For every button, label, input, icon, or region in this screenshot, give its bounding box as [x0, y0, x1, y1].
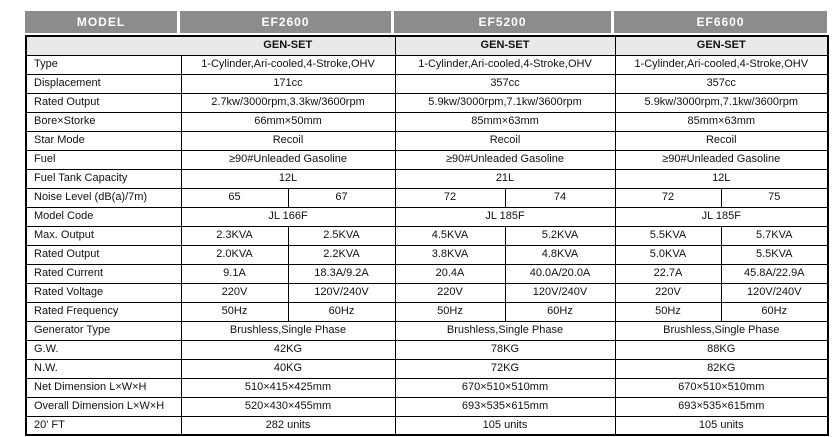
spec-value: 50Hz [615, 302, 721, 321]
spec-value: 105 units [615, 416, 828, 435]
model-header-ef2600: EF2600 [180, 11, 394, 33]
table-row [26, 359, 828, 378]
spec-value: 60Hz [505, 302, 615, 321]
row-label: Net Dimension L×W×H [26, 378, 181, 397]
spec-value: JL 185F [615, 207, 828, 226]
spec-value: 2.7kw/3000rpm,3.3kw/3600rpm [181, 93, 395, 112]
spec-value: 42KG [181, 340, 395, 359]
spec-value: 120V/240V [721, 283, 828, 302]
table-row [26, 397, 828, 416]
table-row [26, 150, 828, 169]
spec-value: 2.3KVA [181, 226, 288, 245]
row-label: Rated Output [26, 93, 181, 112]
spec-value: 50Hz [395, 302, 505, 321]
row-label: G.W. [26, 340, 181, 359]
spec-value: 9.1A [181, 264, 288, 283]
genset-header-ef2600: GEN-SET [181, 36, 395, 55]
spec-value: 120V/240V [288, 283, 395, 302]
spec-value: 357cc [615, 74, 828, 93]
row-label: Noise Level (dB(a)/7m) [26, 188, 181, 207]
spec-value: 105 units [395, 416, 615, 435]
row-label: Rated Output [26, 245, 181, 264]
spec-value: 5.9kw/3000rpm,7.1kw/3600rpm [395, 93, 615, 112]
spec-value: 510×415×425mm [181, 378, 395, 397]
spec-value: 21L [395, 169, 615, 188]
spec-value: 2.5KVA [288, 226, 395, 245]
spec-value: 670×510×510mm [615, 378, 828, 397]
spec-value: 85mm×63mm [395, 112, 615, 131]
spec-value: 45.8A/22.9A [721, 264, 828, 283]
spec-value: 82KG [615, 359, 828, 378]
table-row [26, 226, 828, 245]
spec-value: 1-Cylinder,Ari-cooled,4-Stroke,OHV [615, 55, 828, 74]
spec-value: 5.5KVA [615, 226, 721, 245]
spec-value: ≥90#Unleaded Gasoline [615, 150, 828, 169]
row-label: Fuel [26, 150, 181, 169]
spec-value: 357cc [395, 74, 615, 93]
spec-value: Brushless,Single Phase [615, 321, 828, 340]
spec-table [25, 35, 829, 436]
row-label: 20' FT [26, 416, 181, 435]
spec-value: 220V [181, 283, 288, 302]
row-label: Star Mode [26, 131, 181, 150]
row-label: Generator Type [26, 321, 181, 340]
spec-value: 66mm×50mm [181, 112, 395, 131]
spec-value: 520×430×455mm [181, 397, 395, 416]
spec-value: 22.7A [615, 264, 721, 283]
table-row [26, 283, 828, 302]
spec-value: Recoil [395, 131, 615, 150]
spec-value: 282 units [181, 416, 395, 435]
table-row [26, 378, 828, 397]
row-label: Displacement [26, 74, 181, 93]
spec-value: 60Hz [288, 302, 395, 321]
spec-value: 72 [395, 188, 505, 207]
spec-value: 171cc [181, 74, 395, 93]
model-header-ef6600: EF6600 [614, 11, 827, 33]
spec-value: 5.7KVA [721, 226, 828, 245]
table-row [26, 112, 828, 131]
spec-value: 2.0KVA [181, 245, 288, 264]
spec-value: 220V [395, 283, 505, 302]
row-label: Overall Dimension L×W×H [26, 397, 181, 416]
spec-value: 1-Cylinder,Ari-cooled,4-Stroke,OHV [181, 55, 395, 74]
table-row [26, 93, 828, 112]
spec-value: JL 166F [181, 207, 395, 226]
spec-value: 72 [615, 188, 721, 207]
spec-value: 75 [721, 188, 828, 207]
spec-value: Brushless,Single Phase [395, 321, 615, 340]
row-label: Bore×Storke [26, 112, 181, 131]
spec-value: 85mm×63mm [615, 112, 828, 131]
spec-value: 5.9kw/3000rpm,7.1kw/3600rpm [615, 93, 828, 112]
row-label: Rated Voltage [26, 283, 181, 302]
spec-value: 5.5KVA [721, 245, 828, 264]
spec-value: 88KG [615, 340, 828, 359]
row-label: Model Code [26, 207, 181, 226]
table-row [26, 340, 828, 359]
spec-value: 5.0KVA [615, 245, 721, 264]
spec-value: Recoil [181, 131, 395, 150]
spec-value: 2.2KVA [288, 245, 395, 264]
spec-value: ≥90#Unleaded Gasoline [395, 150, 615, 169]
spec-value: 60Hz [721, 302, 828, 321]
spec-value: 4.8KVA [505, 245, 615, 264]
genset-spacer-cell [26, 36, 181, 55]
table-row [26, 245, 828, 264]
spec-sheet [25, 11, 827, 436]
spec-value: 12L [181, 169, 395, 188]
spec-value: Recoil [615, 131, 828, 150]
table-row [26, 55, 828, 74]
table-row [26, 169, 828, 188]
spec-value: 50Hz [181, 302, 288, 321]
table-row [26, 207, 828, 226]
spec-value: 220V [615, 283, 721, 302]
spec-value: 3.8KVA [395, 245, 505, 264]
table-row [26, 302, 828, 321]
spec-value: 67 [288, 188, 395, 207]
spec-value: ≥90#Unleaded Gasoline [181, 150, 395, 169]
model-header-row [25, 11, 827, 33]
spec-value: 693×535×615mm [615, 397, 828, 416]
row-label: Rated Current [26, 264, 181, 283]
spec-value: 670×510×510mm [395, 378, 615, 397]
spec-value: 40KG [181, 359, 395, 378]
table-row [26, 188, 828, 207]
spec-value: 72KG [395, 359, 615, 378]
table-row [26, 131, 828, 150]
spec-value: 5.2KVA [505, 226, 615, 245]
spec-value: 40.0A/20.0A [505, 264, 615, 283]
genset-header-ef5200: GEN-SET [395, 36, 615, 55]
spec-value: Brushless,Single Phase [181, 321, 395, 340]
spec-table-body [26, 36, 828, 435]
row-label: Type [26, 55, 181, 74]
model-header-label: MODEL [25, 11, 180, 33]
genset-header-ef6600: GEN-SET [615, 36, 828, 55]
row-label: N.W. [26, 359, 181, 378]
spec-value: 1-Cylinder,Ari-cooled,4-Stroke,OHV [395, 55, 615, 74]
model-header-ef5200: EF5200 [394, 11, 614, 33]
table-row [26, 264, 828, 283]
row-label: Fuel Tank Capacity [26, 169, 181, 188]
spec-value: 20.4A [395, 264, 505, 283]
spec-value: 78KG [395, 340, 615, 359]
genset-subheader-row [26, 36, 828, 55]
spec-value: 693×535×615mm [395, 397, 615, 416]
row-label: Max. Output [26, 226, 181, 245]
spec-value: 12L [615, 169, 828, 188]
spec-value: 120V/240V [505, 283, 615, 302]
table-row [26, 74, 828, 93]
spec-value: 74 [505, 188, 615, 207]
spec-value: 65 [181, 188, 288, 207]
table-row [26, 321, 828, 340]
spec-value: JL 185F [395, 207, 615, 226]
spec-value: 18.3A/9.2A [288, 264, 395, 283]
spec-value: 4.5KVA [395, 226, 505, 245]
row-label: Rated Frequency [26, 302, 181, 321]
table-row [26, 416, 828, 435]
